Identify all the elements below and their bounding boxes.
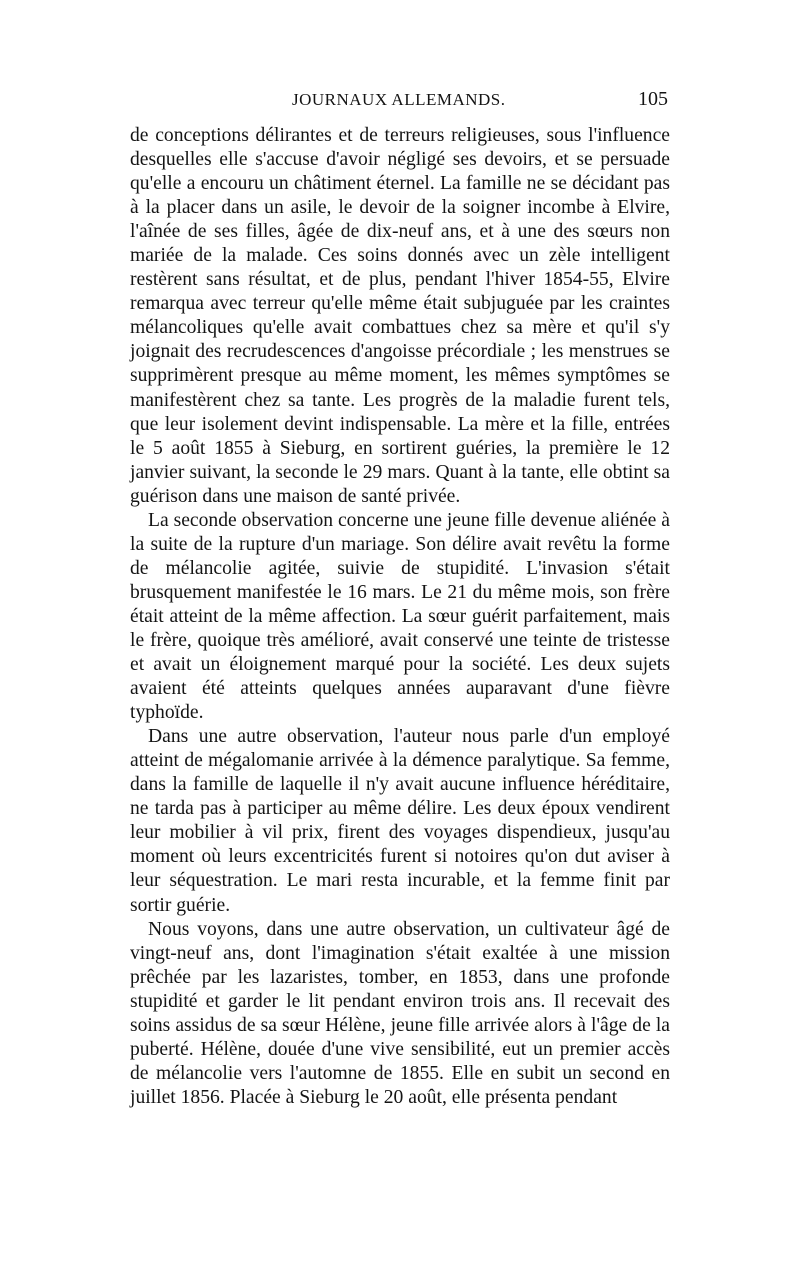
paragraph: Nous voyons, dans une autre observation, un cultivateur âgé de vingt-neuf ans, dont l'imagination s'était exaltée à une mission prêchée par les lazaristes, tomber, en 1853, dans une profonde stupidité et garder le lit pendant environ trois ans. Il recevait des soins assidus de sa sœur Hélène, jeune fille arrivée alors à l'âge de la puberté. Hélène, douée d'une vive sensibilité, eut un premier accès de mélancolie vers l'automne de 1855. Elle en subit un second en juillet 1856. Placée à Sieburg le 20 août, elle présenta pendant bbox=[130, 918, 670, 1108]
paragraph: La seconde observation concerne une jeune fille devenue aliénée à la suite de la rupture d'un mariage. Son délire avait revêtu la forme de mélancolie agitée, suivie de stupidité. L'invasion s'était brusquement manifestée le 16 mars. Le 21 du même mois, son frère était atteint de la même affection. La sœur guérit parfaitement, mais le frère, quoique très amélioré, avait conservé une teinte de tristesse et avait un éloignement marqué pour la société. Les deux sujets avaient été atteints quelques années auparavant d'une fièvre typhoïde. bbox=[130, 509, 670, 724]
page-number: 105 bbox=[638, 88, 668, 110]
running-title: JOURNAUX ALLEMANDS. bbox=[292, 90, 506, 109]
page-header bbox=[130, 90, 668, 120]
paragraph: Dans une autre observation, l'auteur nous parle d'un employé atteint de mégalomanie arrivée à la démence paralytique. Sa femme, dans la famille de laquelle il n'y avait aucune influence héréditaire, ne tarda pas à participer au même délire. Les deux époux vendirent leur mobilier à vil prix, firent des voyages dispendieux, jusqu'au moment où leurs excentricités furent si notoires qu'on dut aviser à leur séquestration. Le mari resta incurable, et la femme finit par sortir guérie. bbox=[130, 726, 670, 916]
body-text bbox=[130, 124, 670, 1110]
paragraph-continued: de conceptions délirantes et de terreurs religieuses, sous l'influence desquelles elle s'accuse d'avoir négligé ses devoirs, et se persuade qu'elle a encouru un châtiment éternel. La famille ne se décidant pas à la placer dans un asile, le devoir de la soigner incombe à Elvire, l'aînée de ses filles, âgée de dix-neuf ans, et à une des sœurs non mariée de la malade. Ces soins donnés avec un zèle intelligent restèrent sans résultat, et de plus, pendant l'hiver 1854-55, Elvire remarqua avec terreur qu'elle même était subjuguée par les craintes mélancoliques qu'elle avait combattues chez sa mère et qu'il s'y joignait des recrudescences d'angoisse précordiale ; les menstrues se supprimèrent presque au même moment, les mêmes symptômes se manifestèrent chez sa tante. Les progrès de la maladie furent tels, que leur isolement devint indispensable. La mère et la fille, entrées le 5 août 1855 à Sieburg, en sortirent guéries, la première le 12 janvier suivant, la seconde le 29 mars. Quant à la tante, elle obtint sa guérison dans une maison de santé privée. bbox=[130, 125, 670, 507]
